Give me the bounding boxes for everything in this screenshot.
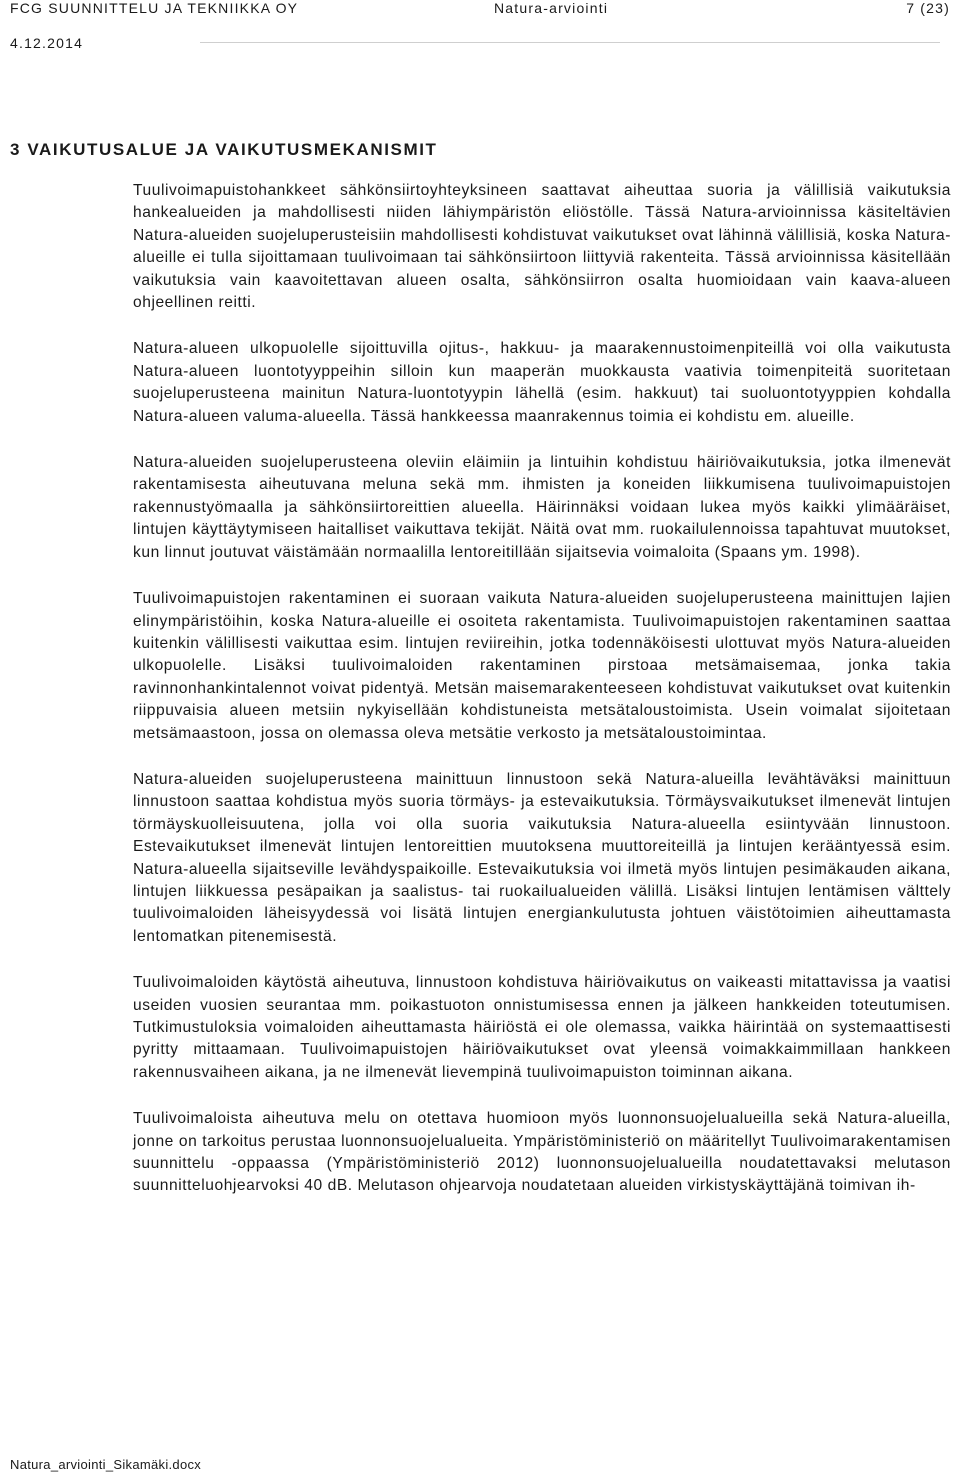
paragraph: Tuulivoimaloiden käytöstä aiheutuva, linnustoon kohdistuva häiriövaikutus on vaikeasti mitattavissa ja vaatisi useiden vuosien seurantaa mm. poikastuoton onnistumisessa ennen ja jälkeen hankkeiden toteutumisen. Tutkimustuloksia voimaloiden aiheuttamasta häiriöstä ei ole olemassa, vaikka häirintää on systemaattisesti pyritty mittaamaan. Tuulivoimapuistojen häiriövaikutukset ovat yleensä voimakkaimmillaan hankkeen rakennusvaiheen aikana, ja ne ilmenevät lievempinä tuulivoimapuiston toiminnan aikana. (133, 974, 951, 1081)
paragraph: Tuulivoimaloista aiheutuva melu on otettava huomioon myös luonnonsuojelualueilla sekä Natura-alueilla, jonne on tarkoitus perustaa luonnonsuojelualueita. Ympäristöministeriö on määritellyt Tuulivoimarakentamisen suunnittelu -oppaassa (Ympäristöministeriö 2012) luonnonsuojelualueilla noudatettavaksi melutason suunnitteluohjearvoksi 40 dB. Melutason ohjearvoja noudatetaan alueiden virkistyskäyttäjänä toimivan ih- (133, 1110, 951, 1195)
page-footer (10, 1457, 201, 1472)
paragraph: Natura-alueiden suojeluperusteena oleviin eläimiin ja lintuihin kohdistuu häiriövaikutuksia, jotka ilmenevät rakentamisesta aiheutuvana meluna sekä mm. ihmisten ja koneiden liikkumisena tuulivoimapuistojen rakennustyömaalla ja sähkönsiirtoreittien alueella. Häirinnäksi voidaan lukea myös kaikki ylimääräiset, lintujen käyttäytymiseen haitalliset vaikuttava tekijät. Näitä ovat mm. ruokailulennoissa tapahtuvat muutokset, kun linnut joutuvat väistämään normaalilla lentoreitillään sijaitsevia voimaloita (Spaans ym. 1998). (133, 454, 951, 561)
paragraph: Tuulivoimapuistohankkeet sähkönsiirtoyhteyksineen saattavat aiheuttaa suoria ja välillisiä vaikutuksia hankealueiden ja mahdollisesti niiden lähiympäristön eliöstölle. Tässä Natura-arvioinnissa käsiteltävien Natura-alueiden suojeluperusteisiin mahdollisesti kohdistuvat vaikutukset ovat lähinnä välillisiä, koska Natura-alueille ei tulla sijoittamaan tuulivoimaan tai sähkönsiirtoon liittyviä rakenteita. Tässä arvioinnissa käsitellään vaikutuksia vain kaavoitettavan alueen osalta, sähkönsiirron osalta huomioidaan vain kaava-alueen ohjeellinen reitti. (133, 182, 951, 312)
page-header (10, 0, 950, 50)
header-divider (200, 42, 940, 43)
company-name: FCG SUUNNITTELU JA TEKNIIKKA OY (10, 0, 299, 16)
page-number: 7 (23) (906, 0, 950, 16)
section-heading: 3 VAIKUTUSALUE JA VAIKUTUSMEKANISMIT (10, 140, 438, 159)
paragraph: Tuulivoimapuistojen rakentaminen ei suoraan vaikuta Natura-alueiden suojeluperusteena mainittujen lajien elinympäristöihin, koska Natura-alueille ei osoiteta rakentamista. Tuulivoimapuistojen rakentaminen saattaa kuitenkin välillisesti vaikuttaa esim. lintujen reviireihin, jotka todennäköisesti ulottuvat myös Natura-alueiden ulkopuolelle. Lisäksi tuulivoimaloiden rakentaminen pirstoaa metsämaisemaa, jonka takia ravinnonhankintalennot voivat pidentyä. Metsän maisemarakenteeseen kohdistuvat vaikutukset ovat kuitenkin riippuvaisia alueen metsiin nykyisellään kohdistuneista metsätaloustoimista. Usein voimalat sijoitetaan metsämaastoon, jossa on olemassa oleva metsätie verkosto ja metsätaloustoimintaa. (133, 590, 951, 742)
document-title: Natura-arviointi (494, 0, 609, 16)
document-date: 4.12.2014 (10, 35, 84, 51)
footer-filename: Natura_arviointi_Sikamäki.docx (10, 1457, 202, 1472)
paragraph: Natura-alueiden suojeluperusteena mainittuun linnustoon sekä Natura-alueilla levähtäväksi mainittuun linnustoon saattaa kohdistua myös suoria törmäys- ja estevaikutuksia. Törmäysvaikutukset ilmenevät lintujen törmäyskuolleisuutena, jolla voi olla suoria vaikutuksia Natura-alueella esiintyvään linnustoon. Estevaikutukset ilmenevät lintujen lentoreittien muutoksena muuttoreiteillä ja lintujen kerääntyessä esim. Natura-alueella sijaitseville levähdyspaikoille. Estevaikutuksia voi ilmetä myös lintujen pesimäkauden aikana, lintujen liikkuessa pesäpaikan ja saalistus- tai ruokailualueiden välillä. Lisäksi lintujen lentämisen välttely tuulivoimaloiden läheisyydessä voi lisätä lintujen energiankulutusta johtuen väistötoimien aiheuttamasta lentomatkan pitenemisestä. (133, 770, 951, 945)
body-text (133, 180, 951, 1222)
paragraph: Natura-alueen ulkopuolelle sijoittuvilla ojitus-, hakkuu- ja maarakennustoimenpiteillä voi olla vaikutusta Natura-alueen luontotyyppeihin silloin kun maaperän muokkausta vaativia toimenpiteitä suoritetaan suojeluperusteena mainitun Natura-luontotyypin lähellä (esim. hakkuut) tai suoluontotyyppien kohdalla Natura-alueen valuma-alueella. Tässä hankkeessa maanrakennus toimia ei kohdistu em. alueille. (133, 340, 951, 425)
